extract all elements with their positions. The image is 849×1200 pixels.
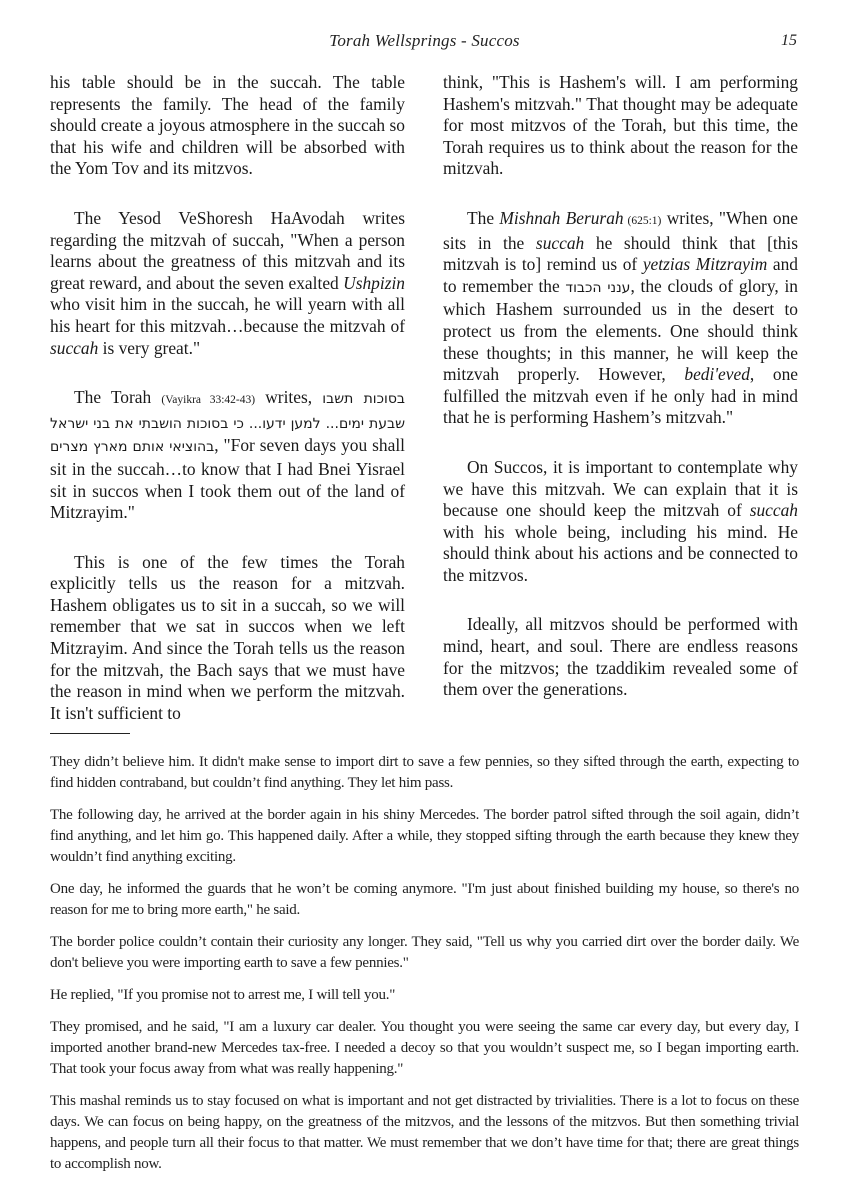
paragraph: The Mishnah Berurah (625:1) writes, "When one sits in the succah he should think that [this mitzvah is to] remind us of yetzias Mitzrayim and to remember the ענני הכבוד, the clouds of glory, in which Hashem surrounded us in the desert to protect us from the elements. One should think these thoughts; in this manner, he will keep the mitzvah properly. However, bedi'eved, one fulfilled the mitzvah even if he only had in mind that he is performing Hashem’s mitzvah." — [443, 207, 799, 428]
left-column — [50, 72, 405, 745]
paragraph: This is one of the few times the Torah explicitly tells us the reason for a mitzvah. Hashem obligates us to sit in a succah, so we will remember that we sat in succos when we left Mitzrayim. And since the Torah tells us the reason for the mitzvah, the Bach says that we must have the reason in mind when we perform the mitzvah. It isn't sufficient to — [50, 551, 405, 723]
italic-term: Mishnah Berurah — [499, 207, 624, 228]
italic-term: succah — [50, 337, 99, 358]
page-number: 15 — [781, 32, 797, 49]
source-reference: (Vayikra 33:42-43) — [161, 394, 256, 407]
footnotes — [50, 752, 799, 1186]
paragraph: The Torah (Vayikra 33:42-43) writes, בסוכות תשבו שבעת ימים... למען ידעו... כי בסוכות הושבתי את בני ישראל בהוציאי אותם מארץ מצרים, "For seven days you shall sit in the succah…to know that I had Bnei Yisrael sit in succos when I took them out of the land of Mitzrayim." — [50, 387, 406, 523]
paragraph: think, "This is Hashem's will. I am performing Hashem's mitzvah." That thought may be adequate for most mitzvos of the Torah, but this time, the Torah requires us to think about the reason for the mitzvah. — [443, 72, 798, 179]
italic-term: yetzias Mitzrayim — [642, 254, 768, 275]
footnote-paragraph: They didn’t believe him. It didn't make sense to import dirt to save a few pennies, so they sifted through the earth, expecting to find hidden contraband, but couldn’t find anything. They let him pass. — [50, 754, 799, 791]
paragraph: On Succos, it is important to contemplate why we have this mitzvah. We can explain that it is because one should keep the mitzvah of succah with his whole being, including his mind. He should think about his actions and be connected to the mitzvos. — [443, 456, 798, 585]
italic-term: Ushpizin — [343, 272, 405, 293]
footnote-paragraph: They promised, and he said, "I am a luxury car dealer. You thought you were seeing the same car every day, but every day, I imported another brand-new Mercedes tax-free. I needed a decoy so that you wouldn’t suspect me, so I began importing earth. That took your focus away from what was really happening." — [50, 1019, 799, 1077]
footnote-paragraph: The following day, he arrived at the border again in his shiny Mercedes. The border patrol sifted through the soil again, didn’t find anything, and let him go. This happened daily. After a while, they stopped sifting through the earth because they knew they wouldn’t find anything exciting. — [50, 807, 799, 865]
footnote-separator — [50, 733, 130, 734]
running-header-title: Torah Wellsprings - Succos — [329, 31, 520, 50]
paragraph: Ideally, all mitzvos should be performed with mind, heart, and soul. There are endless reasons for the mitzvos; the tzaddikim revealed some of them over the generations. — [443, 614, 798, 700]
hebrew-quote: בסוכות תשבו שבעת ימים... למען ידעו... כי בסוכות הושבתי את בני ישראל בהוציאי אותם מארץ מצרים — [50, 391, 406, 456]
italic-term: succah — [535, 232, 585, 253]
footnote-paragraph: This mashal reminds us to stay focused on what is important and not get distracted by trivialities. There is a lot to focus on these days. We can focus on being happy, on the greatness of the mitzvos, and the lessons of the mitzvos. But then something trivial happens, and people turn all their focus to that matter. We must remember that we don’t have time for that; there are great things to accomplish now. — [50, 1093, 799, 1172]
right-column — [443, 72, 798, 722]
footnote-paragraph: One day, he informed the guards that he won’t be coming anymore. "I'm just about finished building my house, so there's no reason for me to bring more earth," he said. — [50, 881, 799, 918]
source-reference: (625:1) — [623, 214, 662, 227]
hebrew-term: ענני הכבוד — [565, 279, 631, 296]
paragraph: The Yesod VeShoresh HaAvodah writes regarding the mitzvah of succah, "When a person learns about the greatness of this mitzvah and its great reward, and about the seven exalted Ushpizin who visit him in the succah, he will yearn with all his heart for this mitzvah…because the mitzvah of succah is very great." — [50, 207, 405, 358]
italic-term: succah — [749, 500, 798, 521]
footnote-paragraph: He replied, "If you promise not to arrest me, I will tell you." — [50, 987, 396, 1003]
footnote-paragraph: The border police couldn’t contain their curiosity any longer. They said, "Tell us why you carried dirt over the border daily. We don't believe you were importing earth to save a few pennies." — [50, 934, 799, 971]
italic-term: bedi'eved — [684, 364, 750, 385]
running-header — [0, 31, 849, 57]
paragraph: his table should be in the succah. The table represents the family. The head of the family should create a joyous atmosphere in the succah so that his wife and children will be absorbed with the Yom Tov and its mitzvos. — [50, 72, 405, 179]
